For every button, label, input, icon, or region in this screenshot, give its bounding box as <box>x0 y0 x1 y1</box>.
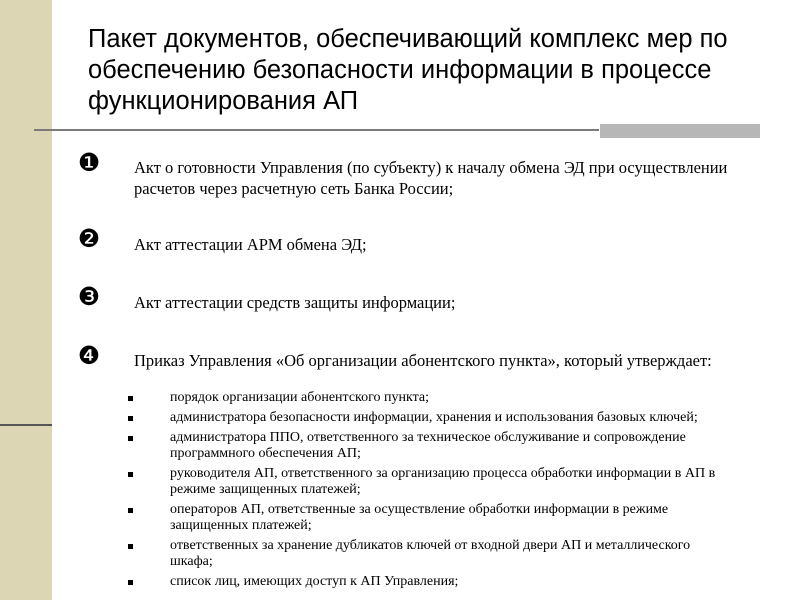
list-item-2: Акт аттестации АРМ обмена ЭД; <box>134 235 367 254</box>
sub-list-item <box>128 466 728 498</box>
left-strip-divider <box>0 424 52 426</box>
sub-list-item-text: список лиц, имеющих доступ к АП Управления; <box>170 574 459 589</box>
sub-list-item <box>128 502 728 534</box>
left-decorative-strip <box>0 0 52 600</box>
sub-list-item <box>128 390 728 406</box>
list-item-1: Акт о готовности Управления (по субъекту) к началу обмена ЭД при осуществлении расчетов через расчетную сеть Банка России; <box>134 158 728 198</box>
list-item-4: Приказ Управления «Об организации абонентского пункта», который утверждает: <box>134 351 712 370</box>
sub-list-item-text: администратора ППО, ответственного за техническое обслуживание и сопровождение программного обеспечения АП; <box>170 430 686 461</box>
sub-list-item-text: порядок организации абонентского пункта; <box>170 390 430 405</box>
title-divider-line <box>34 129 599 131</box>
sub-list-item-text: администратора безопасности информации, хранения и использования базовых ключей; <box>170 410 698 425</box>
sub-list-item <box>128 410 728 426</box>
number-two-circle-icon: ❷ <box>77 224 101 253</box>
square-bullet-icon <box>128 508 133 513</box>
slide-title: Пакет документов, обеспечивающий комплекс мер по обеспечению безопасности информации в процессе функционирования АП <box>88 25 728 115</box>
square-bullet-icon <box>128 416 133 421</box>
sub-list-item-text: руководителя АП, ответственного за организацию процесса обработки информации в АП в режиме защищенных платежей; <box>170 466 716 497</box>
sub-list-item-text: операторов АП, ответственные за осуществление обработки информации в режиме защищенных платежей; <box>170 502 669 533</box>
square-bullet-icon <box>128 580 133 585</box>
square-bullet-icon <box>128 472 133 477</box>
number-three-circle-icon: ❸ <box>77 282 101 311</box>
number-four-circle-icon: ❹ <box>77 341 101 370</box>
sub-list <box>128 390 728 594</box>
square-bullet-icon <box>128 544 133 549</box>
square-bullet-icon <box>128 396 133 401</box>
list-item-3: Акт аттестации средств защиты информации; <box>134 293 456 312</box>
title-divider-bar <box>600 124 760 138</box>
sub-list-item <box>128 538 728 570</box>
sub-list-item-text: ответственных за хранение дубликатов ключей от входной двери АП и металлического шкафа; <box>170 538 691 569</box>
sub-list-item <box>128 574 728 590</box>
square-bullet-icon <box>128 436 133 441</box>
number-one-circle-icon: ❶ <box>77 148 101 177</box>
sub-list-item <box>128 430 728 462</box>
